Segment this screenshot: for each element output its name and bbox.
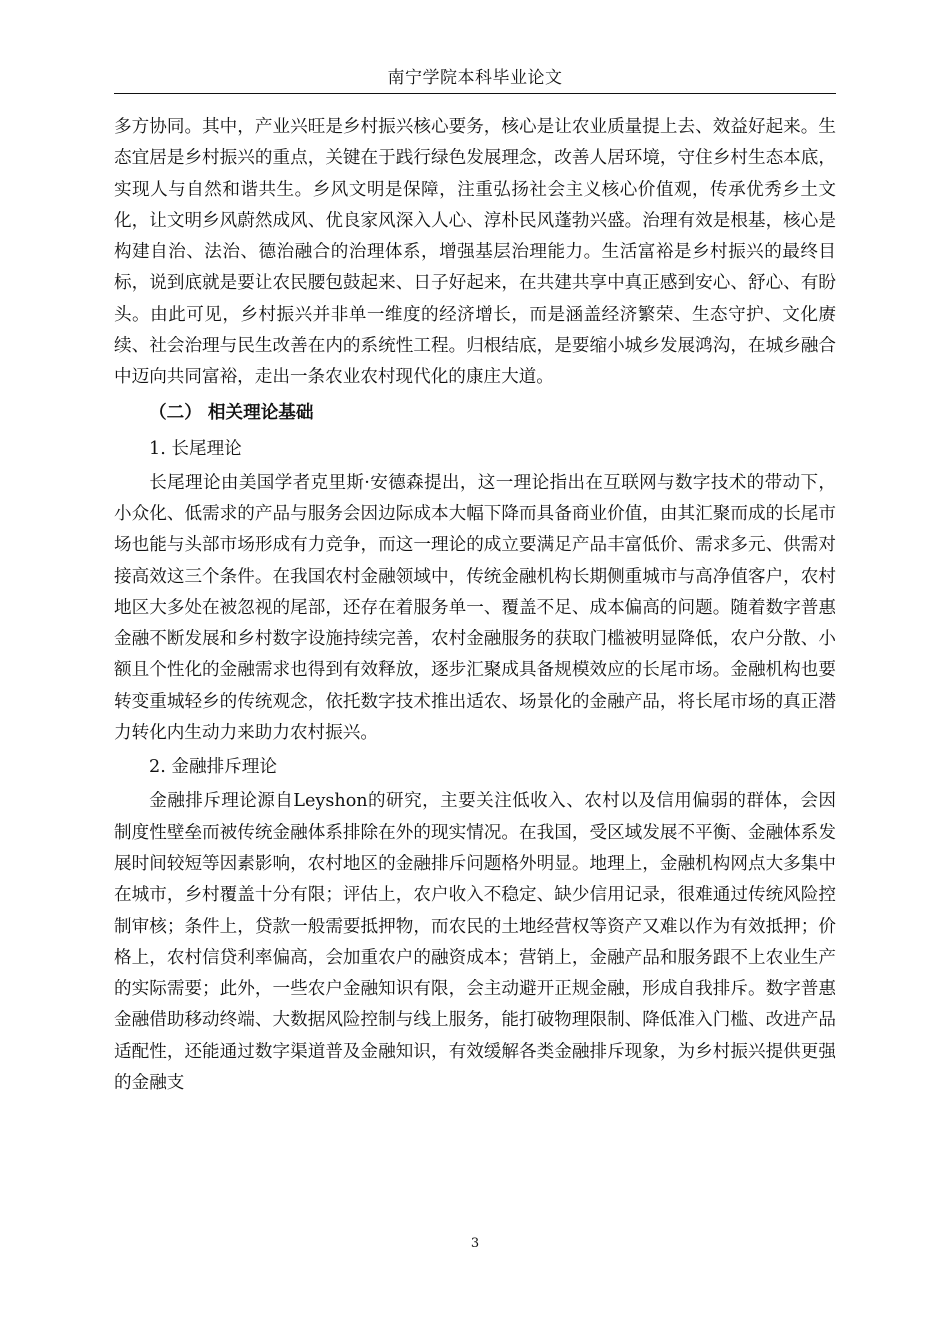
page-number: 3: [470, 1236, 480, 1251]
paragraph-financial-exclusion: 金融排斥理论源自Leyshon的研究，主要关注低收入、农村以及信用偏弱的群体，会因制度性壁垒而被传统金融体系排除在外的现实情况。在我国，受区域发展不平衡、金融体系发展时间较短等因素影响，农村地区的金融排斥问题格外明显。地理上，金融机构网点大多集中在城市，乡村覆盖十分有限；评估上，农户收入不稳定、缺少信用记录，很难通过传统风险控制审核；条件上，贷款一般需要抵押物，而农民的土地经营权等资产又难以作为有效抵押；价格上，农村信贷利率偏高，会加重农户的融资成本；营销上，金融产品和服务跟不上农业生产的实际需要；此外，一些农户金融知识有限，会主动避开正规金融，形成自我排斥。数字普惠金融借助移动终端、大数据风险控制与线上服务，能打破物理限制、降低准入门槛、改进产品适配性，还能通过数字渠道普及金融知识，有效缓解各类金融排斥现象，为乡村振兴提供更强的金融支: [114, 791, 836, 1094]
header-divider: [114, 93, 836, 94]
section-heading-theory: （二） 相关理论基础: [149, 401, 314, 423]
paragraph-long-tail: 长尾理论由美国学者克里斯·安德森提出，这一理论指出在互联网与数字技术的带动下，小众化、低需求的产品与服务会因边际成本大幅下降而具备商业价值，由其汇聚而成的长尾市场也能与头部市场形成有力竞争，而这一理论的成立要满足产品丰富低价、需求多元、供需对接高效这三个条件。在我国农村金融领域中，传统金融机构长期侧重城市与高净值客户，农村地区大多处在被忽视的尾部，还存在着服务单一、覆盖不足、成本偏高的问题。随着数字普惠金融不断发展和乡村数字设施持续完善，农村金融服务的获取门槛被明显降低，农户分散、小额且个性化的金融需求也得到有效释放，逐步汇聚成具备规模效应的长尾市场。金融机构也要转变重城轻乡的传统观念，依托数字技术推出适农、场景化的金融产品，将长尾市场的真正潜力转化内生动力来助力农村振兴。: [114, 472, 836, 744]
running-header: 南宁学院本科毕业论文: [387, 68, 563, 88]
subsection-heading-long-tail: 1. 长尾理论: [149, 438, 242, 459]
body-text: [114, 112, 836, 1099]
paragraph-rural-revitalization: 多方协同。其中，产业兴旺是乡村振兴核心要务，核心是让农业质量提上去、效益好起来。生态宜居是乡村振兴的重点，关键在于践行绿色发展理念，改善人居环境，守住乡村生态本底，实现人与自然和谐共生。乡风文明是保障，注重弘扬社会主义核心价值观，传承优秀乡土文化，让文明乡风蔚然成风、优良家风深入人心、淳朴民风蓬勃兴盛。治理有效是根基，核心是构建自治、法治、德治融合的治理体系，增强基层治理能力。生活富裕是乡村振兴的最终目标，说到底就是要让农民腰包鼓起来、日子好起来，在共建共享中真正感到安心、舒心、有盼头。由此可见，乡村振兴并非单一维度的经济增长，而是涵盖经济繁荣、生态守护、文化赓续、社会治理与民生改善在内的系统性工程。归根结底，是要缩小城乡发展鸿沟，在城乡融合中迈向共同富裕，走出一条农业农村现代化的康庄大道。: [114, 117, 836, 388]
subsection-heading-financial-exclusion: 2. 金融排斥理论: [149, 757, 277, 778]
